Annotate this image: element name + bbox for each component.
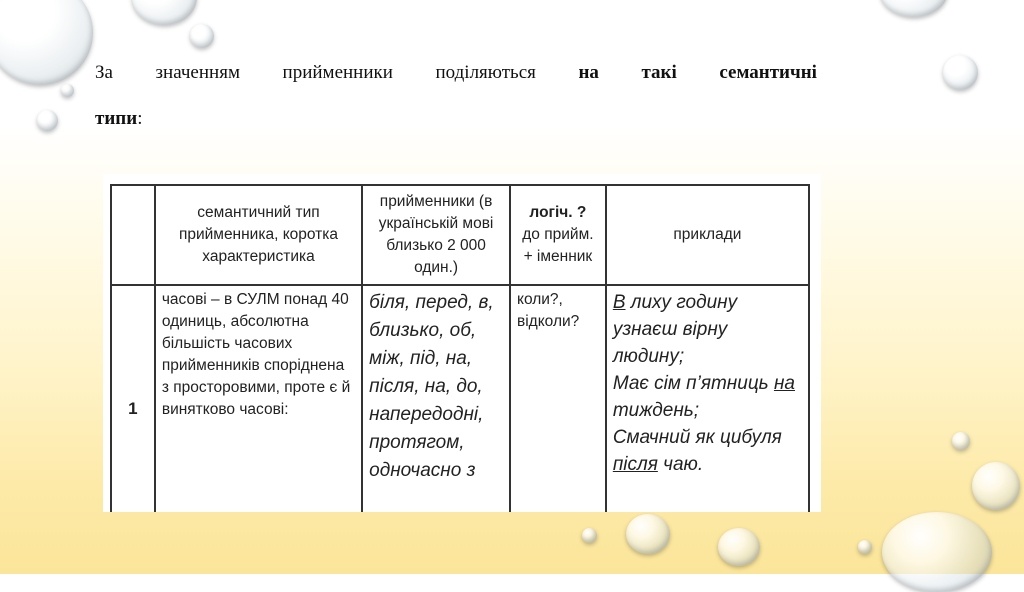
table-header-row xyxy=(111,185,809,285)
heading-colon: : xyxy=(137,108,143,129)
water-drop-decoration xyxy=(132,0,197,25)
water-drop-decoration xyxy=(626,514,670,554)
header-semantic-type: семантичний тип прийменника, коротка характеристика xyxy=(155,185,362,285)
water-drop-decoration xyxy=(880,0,948,17)
heading-line-1 xyxy=(95,50,817,96)
heading-bold-word: семантичні xyxy=(719,62,817,83)
table-row xyxy=(111,285,809,512)
example-text: тиждень; xyxy=(612,400,700,421)
water-drop-decoration xyxy=(943,55,978,90)
water-drop-decoration xyxy=(882,512,992,592)
example-text: Смачний як цибуля xyxy=(612,427,782,448)
heading-bold-word: на xyxy=(578,62,599,83)
row-description: часові – в СУЛМ понад 40 одиниць, абсолютна більшість часових прийменників споріднена з просторовими, проте є й винятково часові: xyxy=(155,285,362,512)
heading-word: За xyxy=(95,62,113,83)
header-logic-rest: до прийм. + іменник xyxy=(522,226,594,265)
heading-word: прийменники xyxy=(282,62,393,83)
header-logic-question xyxy=(510,185,606,285)
water-drop-decoration xyxy=(61,84,74,97)
row-question: коли?, відколи? xyxy=(510,285,606,512)
heading-bold-word: типи xyxy=(95,108,138,129)
water-drop-decoration xyxy=(582,528,597,543)
water-drop-decoration xyxy=(190,24,214,48)
water-drop-decoration xyxy=(37,110,58,131)
heading-word: значенням xyxy=(155,62,240,83)
water-drop-decoration xyxy=(718,528,760,566)
table-image xyxy=(103,174,821,512)
example-preposition: на xyxy=(773,373,795,394)
slide-heading xyxy=(95,50,817,142)
heading-word: поділяються xyxy=(435,62,536,83)
row-number: 1 xyxy=(111,285,155,512)
example-text: лиху годину узнаєш вірну людину; xyxy=(612,292,738,367)
row-examples xyxy=(606,285,809,512)
header-number xyxy=(111,185,155,285)
example-text: Має сім п’ятниць xyxy=(612,373,774,394)
example-text: чаю. xyxy=(657,454,704,475)
row-prepositions: біля, перед, в, близько, об, між, під, на, після, на, до, напередодні, протягом, одночасно з xyxy=(362,285,510,512)
example-preposition: після xyxy=(612,454,658,475)
header-examples: приклади xyxy=(606,185,809,285)
heading-bold-word: такі xyxy=(641,62,677,83)
example-preposition: В xyxy=(612,292,626,313)
water-drop-decoration xyxy=(858,540,872,554)
water-drop-decoration xyxy=(0,0,93,85)
header-prepositions: прийменники (в українській мові близько 2 000 один.) xyxy=(362,185,510,285)
water-drop-decoration xyxy=(972,462,1020,510)
heading-line-2 xyxy=(95,96,817,142)
water-drop-decoration xyxy=(952,432,970,450)
header-logic-bold: логіч. ? xyxy=(529,204,587,221)
prepositions-table xyxy=(110,184,810,512)
